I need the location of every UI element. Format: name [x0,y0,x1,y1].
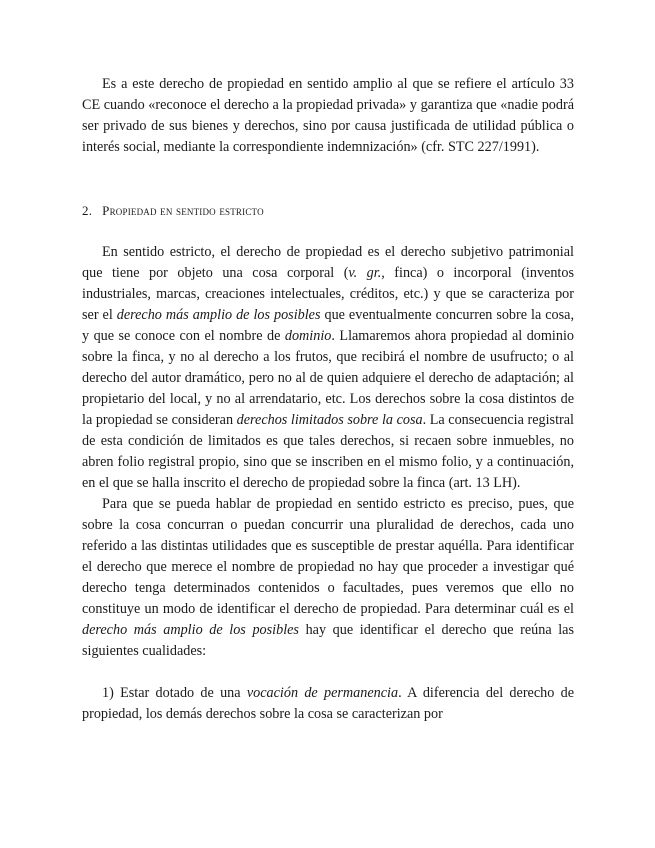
text-run: 1) Estar dotado de una [102,685,247,701]
section-heading [82,200,574,221]
italic-run: derechos limitados sobre la cosa [236,412,423,428]
text-run: En sentido estricto, el derecho de propiedad es el derecho subjetivo patrimonial que tiene por objeto una cosa corporal ( [82,244,574,281]
italic-run: derecho más amplio de los posibles [116,307,321,323]
text-column [82,74,574,725]
italic-run: v. gr. [348,265,382,281]
paragraph-text: Es a este derecho de propiedad en sentido amplio al que se refiere el artículo 33 CE cuando «reconoce el derecho a la propiedad privada» y garantiza que «nadie podrá ser privado de sus bienes y derechos, sino por causa justificada de utilidad pública o interés social, mediante la correspondiente indemnización» (cfr. STC 227/1991). [82,76,574,155]
italic-run: dominio [284,328,332,344]
text-run: . Llamaremos ahora propiedad al dominio sobre la finca, y no al derecho a los frutos, que recibirá el nombre de usufructo; o al derecho del autor dramático, pero no al de quien adquiere el derecho de adaptación; al propietario del local, y no al arrendatario, etc. Los derechos sobre la cosa distintos de la propiedad se consideran [82,328,574,428]
italic-run: derecho más amplio de los posibles [82,622,299,638]
text-run: Para que se pueda hablar de propiedad en sentido estricto es preciso, pues, que sobre la cosa concurran o puedan concurrir una pluralidad de derechos, cada uno referido a las distintas utilidades que es susceptible de prestar aquélla. Para identificar el derecho que merece el nombre de propiedad no hay que proceder a investigar qué derecho tenga determinados contenidos o facultades, pues veremos que ello no constituye un modo de identificar el derecho de propiedad. Para determinar cuál es el [82,496,574,617]
paragraph-pluralidad [82,494,574,662]
text-run: . La consecuencia registral de esta condición de limitados es que tales derechos, si recaen sobre inmuebles, no abren folio registral propio, sino que se inscriben en el mismo folio, y a continuación, en el que se halla inscrito el derecho de propiedad sobre la finca (art. 13 LH). [82,412,574,491]
paragraph-sentido-estricto [82,242,574,494]
section-title: Propiedad en sentido estricto [102,203,264,218]
list-item-1 [82,683,574,725]
paragraph-art33 [82,74,574,158]
text-run: , finca) o incorporal (inventos industriales, marcas, creaciones intelectuales, créditos, etc.) y que se caracteriza por ser el [82,265,574,323]
text-run: . A diferencia del derecho de propiedad, los demás derechos sobre la cosa se caracterizan por [82,685,574,722]
section-number: 2. [82,203,93,218]
text-run: que eventualmente concurren sobre la cosa, y que se conoce con el nombre de [82,307,574,344]
text-run: hay que identificar el derecho que reúna las siguientes cualidades: [82,622,574,659]
italic-run: vocación de permanencia [246,685,399,701]
